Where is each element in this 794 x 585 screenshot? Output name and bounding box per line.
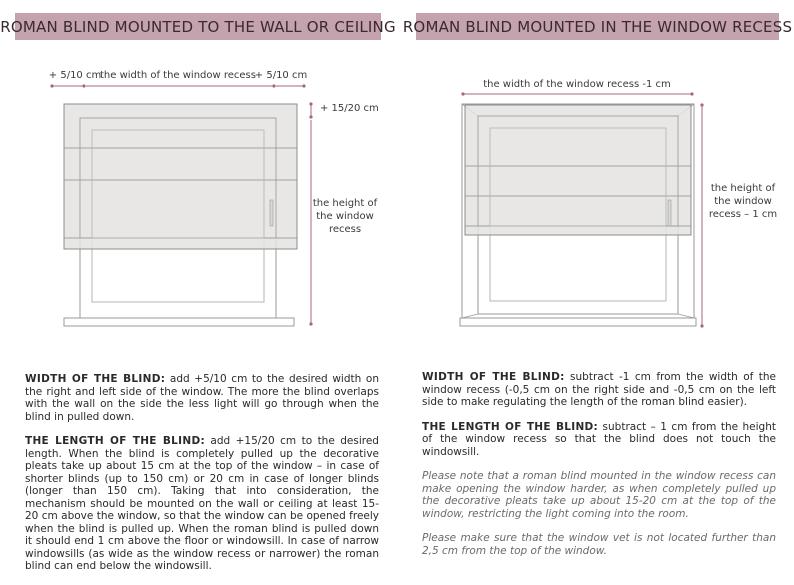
right-width-heading: WIDTH OF THE BLIND: [422, 371, 565, 383]
dim-right-label: + 5/10 cm [254, 70, 308, 81]
right-width-paragraph [422, 371, 776, 409]
right-section-title: ROMAN BLIND MOUNTED IN THE WINDOW RECESS [416, 13, 779, 40]
dim-top-label: + 15/20 cm [320, 103, 379, 114]
window-handle [668, 200, 671, 226]
left-length-paragraph [25, 435, 379, 573]
right-note-1: Please note that a roman blind mounted in the window recess can make opening the window harder, as when completely pulled up the decorative pleats take up about 15-20 cm at the top of the window, restricting the light coming into the room. [422, 470, 776, 520]
mounting-diagrams [0, 60, 794, 340]
roman-blind [64, 104, 297, 249]
left-length-text: add +15/20 cm to the desired length. When the blind is completely pulled up the decorative pleats take up about 15 cm at the top of the window – in case of shorter blinds (up to 150 cm) or 20 cm in case of longer blinds (longer than 150 cm). Taking that into consideration, the mechanism should be mounted on the wall or ceiling at least 15-20 cm above the window, so that the window can be opened freely when the blind is pulled up. When the roman blind is pulled down it should end 1 cm above the floor or windowsill. In case of narrow windowsills (as wide as the window recess or narrower) the roman blind can end below the windowsill. [25, 435, 379, 572]
right-length-text: subtract – 1 cm from the height of the window recess so that the blind does not touch the windowsill. [422, 420, 776, 458]
dim-height-label-2: the window [714, 196, 772, 207]
left-length-heading: THE LENGTH OF THE BLIND: [25, 435, 205, 447]
left-section-title: ROMAN BLIND MOUNTED TO THE WALL OR CEILING [15, 13, 381, 40]
dim-left-label: + 5/10 cm [48, 70, 102, 81]
windowsill [64, 318, 294, 326]
right-note-2: Please make sure that the window vet is not located further than 2,5 cm from the top of the window. [422, 532, 776, 557]
dim-height-label-2: the window [316, 211, 374, 222]
recess-mounted-diagram [460, 79, 777, 326]
right-length-paragraph [422, 421, 776, 459]
left-width-heading: WIDTH OF THE BLIND: [25, 373, 166, 385]
dim-width-label: the width of the window recess [100, 70, 256, 81]
left-width-paragraph [25, 373, 379, 423]
dim-height-label-3: recess [328, 224, 362, 235]
dim-height-label-3: recess – 1 cm [708, 209, 778, 220]
dim-height-label-1: the height of [710, 183, 776, 194]
wall-mounted-diagram [49, 70, 379, 326]
dim-width-label: the width of the window recess -1 cm [483, 79, 671, 90]
right-width-text: subtract -1 cm from the width of the window recess (-0,5 cm on the right side and -0,5 cm on the left side to make regulating the length of the roman blind easier). [422, 371, 776, 408]
left-width-text: add +5/10 cm to the desired width on the right and left side of the window. The more the blind overlaps with the wall on the side the less light will go through when the blind in pulled down. [25, 373, 379, 423]
right-instructions [422, 371, 776, 569]
windowsill [460, 318, 696, 326]
right-length-heading: THE LENGTH OF THE BLIND: [422, 420, 599, 433]
roman-blind [465, 105, 691, 235]
dim-height-label-1: the height of [312, 198, 378, 209]
left-instructions [25, 373, 379, 585]
window-handle [270, 200, 273, 226]
